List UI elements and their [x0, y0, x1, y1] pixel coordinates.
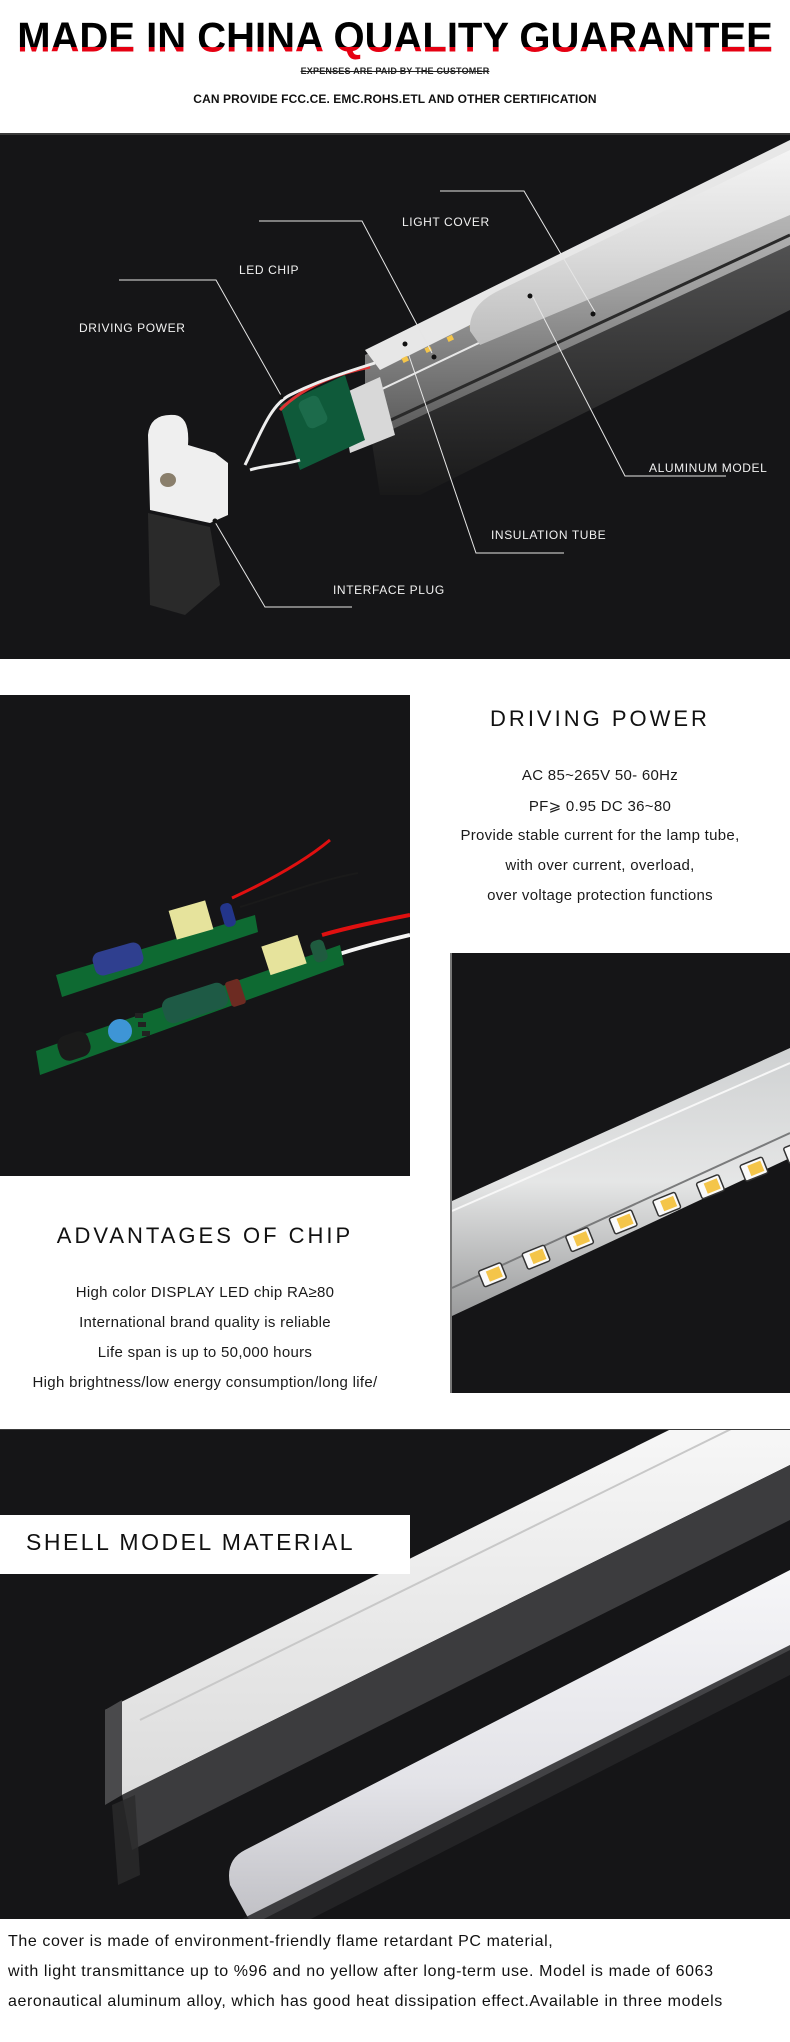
exploded-led-tube-icon — [0, 135, 790, 659]
chip-line: High color DISPLAY LED chip RA≥80 — [75, 1284, 335, 1301]
callout-led-chip: LED CHIP — [239, 263, 300, 277]
callout-driving-power: DRIVING POWER — [79, 321, 186, 335]
struck-subtitle: EXPENSES ARE PAID BY THE CUSTOMER — [300, 66, 490, 76]
shell-description-line: aeronautical aluminum alloy, which has good heat dissipation effect.Available in three models — [8, 1993, 723, 2010]
driver-image — [0, 695, 410, 1176]
callout-aluminum-model: ALUMINUM MODEL — [649, 461, 768, 475]
driving-power-line: Provide stable current for the lamp tube, — [460, 827, 740, 844]
driving-power-title: DRIVING POWER — [490, 706, 710, 731]
shell-title: SHELL MODEL MATERIAL — [26, 1529, 356, 1555]
shell-description-line: with light transmittance up to %96 and no yellow after long-term use. Model is made of 6063 — [8, 1963, 714, 1980]
led-chip-strip-icon — [452, 953, 790, 1393]
aluminum-profile-and-cover-icon — [0, 1430, 790, 1919]
driving-power-line: with over current, overload, — [505, 857, 695, 874]
shell-title-box — [0, 1515, 410, 1574]
chip-line: International brand quality is reliable — [79, 1314, 331, 1331]
chip-line: High brightness/low energy consumption/long life/ — [32, 1374, 378, 1391]
shell-material-image — [0, 1429, 790, 1919]
driving-power-line: AC 85~265V 50- 60Hz — [521, 767, 679, 784]
hero-exploded-view — [0, 133, 790, 659]
callout-light-cover: LIGHT COVER — [402, 215, 490, 229]
chip-image — [450, 953, 790, 1393]
chip-title: ADVANTAGES OF CHIP — [56, 1223, 354, 1248]
certification-text: CAN PROVIDE FCC.CE. EMC.ROHS.ETL AND OTHER CERTIFICATION — [193, 92, 597, 106]
page-title: MADE IN CHINA QUALITY GUARANTEE — [0, 15, 790, 61]
callout-interface-plug: INTERFACE PLUG — [333, 583, 445, 597]
driving-power-line: PF⩾ 0.95 DC 36~80 — [528, 798, 672, 815]
callout-insulation-tube: INSULATION TUBE — [491, 528, 607, 542]
driver-circuit-boards-icon — [0, 695, 410, 1176]
shell-description-line: The cover is made of environment-friendly flame retardant PC material, — [8, 1933, 554, 1950]
driving-power-line: over voltage protection functions — [487, 887, 713, 904]
chip-line: Life span is up to 50,000 hours — [97, 1344, 313, 1361]
